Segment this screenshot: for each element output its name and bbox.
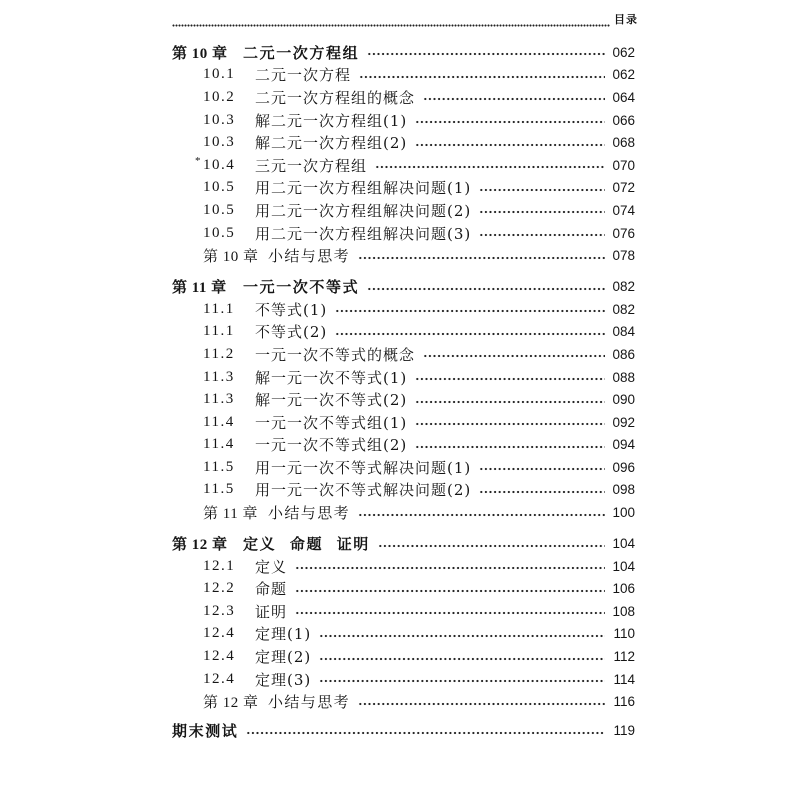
page-header — [172, 8, 642, 30]
chapter-heading — [172, 41, 635, 64]
toc-entry — [172, 433, 635, 456]
page-number: 108 — [612, 603, 635, 619]
dot-leader — [367, 52, 605, 56]
chapter-heading — [172, 532, 635, 555]
toc-entry — [172, 623, 635, 646]
dot-leader — [479, 188, 605, 192]
page-number: 114 — [613, 671, 635, 687]
page-number: 084 — [612, 324, 635, 340]
section-number: 11.3 — [203, 368, 235, 385]
section-title: 二元一次方程 — [255, 66, 352, 85]
section-number: 10.1 — [203, 66, 236, 83]
dot-leader — [246, 731, 605, 735]
summary-title: 小结与思考 — [268, 247, 351, 266]
dot-leader — [319, 634, 605, 638]
section-title: 用二元一次方程组解决问题(2) — [255, 201, 472, 220]
section-title: 定理(1) — [255, 625, 312, 644]
page-number: 072 — [612, 180, 635, 196]
toc-entry — [172, 555, 635, 578]
page-number: 062 — [612, 67, 635, 83]
dot-leader — [378, 544, 605, 548]
page-number: 092 — [612, 414, 635, 430]
chapter-summary-entry — [172, 244, 635, 267]
section-title: 定理(2) — [255, 648, 312, 667]
section-number: 12.4 — [203, 625, 236, 642]
summary-title: 小结与思考 — [268, 504, 351, 523]
section-number: 11.1 — [203, 323, 235, 340]
dot-leader — [358, 513, 605, 517]
dot-leader — [415, 400, 605, 404]
toc-entry — [172, 131, 635, 154]
section-title: 二元一次方程组的概念 — [255, 88, 416, 107]
header-dotted-rule — [172, 24, 610, 27]
dot-leader — [479, 467, 605, 471]
section-number: 10.3 — [203, 134, 236, 151]
section-number: 11.4 — [203, 413, 235, 430]
section-title: 命题 — [255, 580, 288, 599]
dot-leader — [423, 354, 605, 358]
dot-leader — [415, 143, 605, 147]
page-number: 104 — [612, 536, 635, 552]
dot-leader — [359, 75, 605, 79]
optional-section-asterisk: * — [195, 154, 202, 167]
page-number: 112 — [613, 649, 635, 665]
dot-leader — [415, 445, 605, 449]
toc-entry — [172, 388, 635, 411]
dot-leader — [375, 165, 605, 169]
section-number: 10.5 — [203, 224, 236, 241]
section-number: 12.1 — [203, 557, 236, 574]
toc-entry — [172, 298, 635, 321]
dot-leader — [358, 702, 605, 706]
section-title: 用二元一次方程组解决问题(1) — [255, 179, 472, 198]
toc-entry — [172, 668, 635, 691]
dot-leader — [295, 566, 605, 570]
page-number: 070 — [612, 157, 635, 173]
page-number: 082 — [612, 301, 635, 317]
toc-entry — [172, 109, 635, 132]
chapter-title: 定义 命题 证明 — [243, 535, 370, 554]
section-title: 解二元一次方程组(2) — [255, 134, 408, 153]
page-number: 074 — [612, 202, 635, 218]
dot-leader — [415, 422, 605, 426]
page-number: 100 — [612, 505, 635, 521]
chapter-title: 二元一次方程组 — [243, 43, 360, 62]
section-number: 10.4 — [203, 156, 236, 173]
summary-chapter-label: 第 11 章 — [203, 506, 258, 523]
summary-chapter-label: 第 10 章 — [203, 249, 259, 266]
dot-leader — [319, 679, 605, 683]
section-number: 12.4 — [203, 648, 236, 665]
section-number: 11.3 — [203, 391, 235, 408]
toc-entry — [172, 645, 635, 668]
section-title: 解二元一次方程组(1) — [255, 111, 408, 130]
section-number: 11.1 — [203, 300, 235, 317]
page-number: 098 — [612, 482, 635, 498]
page-number: 104 — [612, 558, 635, 574]
dot-leader — [319, 657, 605, 661]
toc-entry — [172, 64, 635, 87]
toc-entry — [172, 321, 635, 344]
toc-entry — [172, 222, 635, 245]
section-title: 用一元一次不等式解决问题(2) — [255, 481, 472, 500]
page-number: 116 — [613, 694, 635, 710]
toc-entry — [172, 577, 635, 600]
toc-entry — [172, 343, 635, 366]
toc-entry — [172, 479, 635, 502]
dot-leader — [335, 332, 605, 336]
section-number: 12.4 — [203, 670, 236, 687]
section-title: 定理(3) — [255, 670, 312, 689]
dot-leader — [479, 210, 605, 214]
section-title: 证明 — [255, 602, 288, 621]
section-number: 10.5 — [203, 201, 236, 218]
section-title: 解一元一次不等式(2) — [255, 391, 408, 410]
section-title: 一元一次不等式组(1) — [255, 413, 408, 432]
page-number: 086 — [612, 346, 635, 362]
chapter-label: 第 10 章 — [172, 45, 228, 62]
page-number: 078 — [612, 248, 635, 264]
dot-leader — [367, 287, 605, 291]
dot-leader — [358, 256, 605, 260]
table-of-contents — [172, 41, 635, 742]
page-number: 082 — [612, 279, 635, 295]
final-test-entry — [172, 719, 635, 742]
page-number: 064 — [612, 89, 635, 105]
toc-entry — [172, 366, 635, 389]
dot-leader — [295, 589, 605, 593]
page-number: 076 — [612, 225, 635, 241]
summary-title: 小结与思考 — [268, 693, 351, 712]
toc-entry — [172, 86, 635, 109]
section-number: 11.5 — [203, 458, 235, 475]
page-number: 119 — [613, 723, 635, 739]
running-head-title: 目录 — [614, 13, 638, 26]
dot-leader — [479, 233, 605, 237]
toc-entry — [172, 456, 635, 479]
chapter-summary-entry — [172, 690, 635, 713]
section-number-wrap — [195, 154, 255, 174]
section-title: 定义 — [255, 557, 288, 576]
page-number: 066 — [612, 112, 635, 128]
page-number: 090 — [612, 392, 635, 408]
dot-leader — [423, 97, 605, 101]
page-number: 110 — [613, 626, 635, 642]
summary-chapter-label: 第 12 章 — [203, 695, 259, 712]
dot-leader — [335, 309, 605, 313]
chapter-title: 一元一次不等式 — [243, 278, 360, 297]
dot-leader — [479, 490, 605, 494]
dot-leader — [415, 120, 605, 124]
section-title: 解一元一次不等式(1) — [255, 368, 408, 387]
section-title: 用一元一次不等式解决问题(1) — [255, 458, 472, 477]
page-number: 096 — [612, 459, 635, 475]
chapter-heading — [172, 275, 635, 298]
section-number: 11.4 — [203, 436, 235, 453]
chapter-label: 第 11 章 — [172, 280, 227, 297]
section-title: 不等式(2) — [255, 323, 328, 342]
dot-leader — [415, 377, 605, 381]
final-test-title: 期末测试 — [172, 722, 239, 741]
toc-entry — [172, 600, 635, 623]
toc-entry — [172, 177, 635, 200]
section-number: 10.5 — [203, 179, 236, 196]
section-number: 11.2 — [203, 345, 235, 362]
page-number: 068 — [612, 135, 635, 151]
page-number: 106 — [612, 581, 635, 597]
page-number: 062 — [612, 44, 635, 60]
page-number: 088 — [612, 369, 635, 385]
section-number: 10.2 — [203, 88, 236, 105]
toc-entry — [172, 411, 635, 434]
section-number: 12.3 — [203, 602, 236, 619]
section-title: 不等式(1) — [255, 300, 328, 319]
section-number: 11.5 — [203, 481, 235, 498]
chapter-summary-entry — [172, 501, 635, 524]
toc-entry — [172, 199, 635, 222]
chapter-label: 第 12 章 — [172, 537, 228, 554]
section-number: 10.3 — [203, 111, 236, 128]
toc-entry — [172, 154, 635, 177]
dot-leader — [295, 611, 605, 615]
section-title: 用二元一次方程组解决问题(3) — [255, 224, 472, 243]
section-title: 一元一次不等式的概念 — [255, 345, 416, 364]
section-title: 三元一次方程组 — [255, 156, 368, 175]
page-number: 094 — [612, 437, 635, 453]
section-number: 12.2 — [203, 580, 236, 597]
section-title: 一元一次不等式组(2) — [255, 436, 408, 455]
